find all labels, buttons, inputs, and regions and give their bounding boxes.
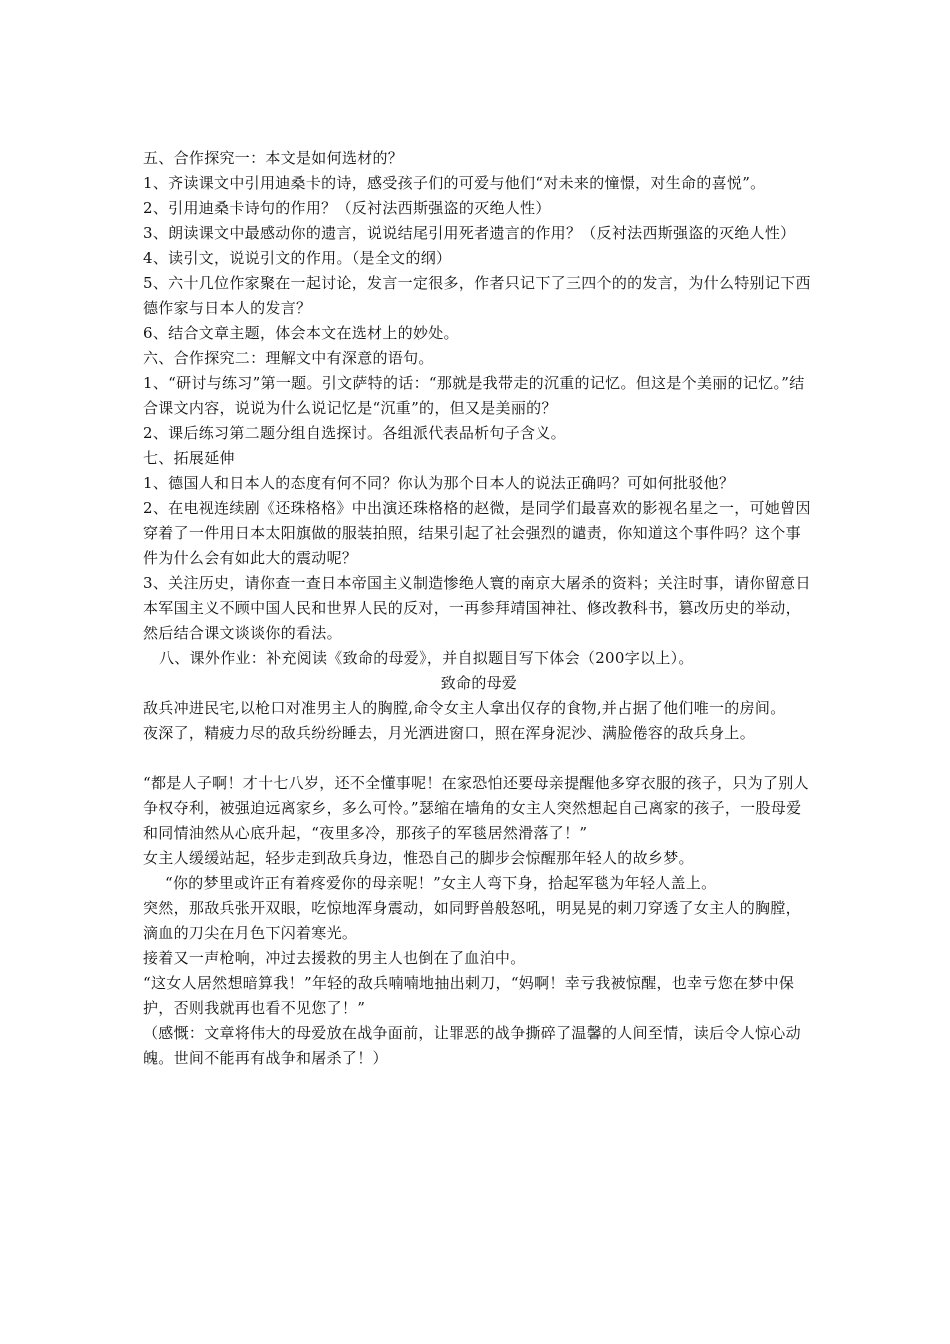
story-paragraph-6: 突然，那敌兵张开双眼，吃惊地浑身震动，如同野兽般怒吼，明晃晃的刺刀穿透了女主人的胸膛，滴血的刀尖在月色下闪着寒光。	[143, 899, 801, 942]
section-5-item-5: 5、六十几位作家聚在一起讨论，发言一定很多，作者只记下了三四个的的发言，为什么特别记下西德作家与日本人的发言？	[143, 274, 811, 317]
story-paragraph-4: 女主人缓缓站起，轻步走到敌兵身边，惟恐自己的脚步会惊醒那年轻人的故乡梦。	[143, 849, 694, 867]
story-paragraph-5: “你的梦里或许正有着疼爱你的母亲呢！”女主人弯下身，拾起军毯为年轻人盖上。	[165, 874, 717, 892]
paragraph-gap	[143, 746, 815, 771]
story-paragraph-3: “都是人子啊！才十七八岁，还不全懂事呢！在家恐怕还要母亲提醒他多穿衣服的孩子，只为了别人争权夺利，被强迫远离家乡，多么可怜。”瑟缩在墙角的女主人突然想起自己离家的孩子，一股母爱和同情油然从心底升起，“夜里多冷，那孩子的军毯居然滑落了！”	[143, 774, 809, 842]
story-paragraph-7: 接着又一声枪响，冲过去援救的男主人也倒在了血泊中。	[143, 949, 526, 967]
section-6-heading: 六、合作探究二：理解文中有深意的语句。	[143, 349, 434, 367]
story-paragraph-2: 夜深了，精疲力尽的敌兵纷纷睡去，月光洒进窗口，照在浑身泥沙、满脸倦容的敌兵身上。	[143, 724, 756, 742]
section-5-item-4: 4、读引文，说说引文的作用。（是全文的纲）	[143, 249, 452, 267]
section-5-item-1: 1、齐读课文中引用迪桑卡的诗，感受孩子们的可爱与他们“对未来的憧憬，对生命的喜悦”。	[143, 174, 766, 192]
section-7-item-1: 1、德国人和日本人的态度有何不同？你认为那个日本人的说法正确吗？可如何批驳他？	[143, 474, 735, 492]
section-6-item-2: 2、课后练习第二题分组自选探讨。各组派代表品析句子含义。	[143, 424, 566, 442]
section-5-heading: 五、合作探究一：本文是如何选材的？	[143, 149, 404, 167]
section-5-item-6: 6、结合文章主题，体会本文在选材上的妙处。	[143, 324, 459, 342]
document-body	[143, 146, 815, 1071]
story-paragraph-1: 敌兵冲进民宅,以枪口对准男主人的胸膛,命令女主人拿出仅存的食物,并占据了他们唯一的房间。	[143, 699, 786, 717]
section-8-heading: 八、课外作业：补充阅读《致命的母爱》，并自拟题目写下体会（200字以上）。	[159, 649, 694, 667]
section-7-heading: 七、拓展延伸	[143, 449, 235, 467]
story-paragraph-8: “这女人居然想暗算我！”年轻的敌兵喃喃地抽出刺刀，“妈啊！幸亏我被惊醒，也幸亏您在梦中保护，否则我就再也看不见您了！”	[143, 974, 795, 1017]
section-5-item-3: 3、朗读课文中最感动你的遗言，说说结尾引用死者遗言的作用？（反衬法西斯强盗的灭绝人性）	[143, 224, 796, 242]
section-7-item-3: 3、关注历史，请你查一查日本帝国主义制造惨绝人寰的南京大屠杀的资料；关注时事，请你留意日本军国主义不顾中国人民和世界人民的反对，一再参拜靖国神社、修改教科书，篡改历史的举动，然后结合课文谈谈你的看法。	[143, 574, 811, 642]
section-7-item-2: 2、在电视连续剧《还珠格格》中出演还珠格格的赵微，是同学们最喜欢的影视名星之一，可她曾因穿着了一件用日本太阳旗做的服装拍照，结果引起了社会强烈的谴责，你知道这个事件吗？这个事件为什么会有如此大的震动呢？	[143, 499, 811, 567]
section-5-item-2: 2、引用迪桑卡诗句的作用？（反衬法西斯强盗的灭绝人性）	[143, 199, 551, 217]
story-reflection: （感慨：文章将伟大的母爱放在战争面前，让罪恶的战争撕碎了温馨的人间至情，读后令人惊心动魄。世间不能再有战争和屠杀了！）	[143, 1024, 801, 1067]
section-6-item-1: 1、“研讨与练习”第一题。引文萨特的话：“那就是我带走的沉重的记忆。但这是个美丽的记忆。”结合课文内容，说说为什么说记忆是“沉重”的，但又是美丽的？	[143, 374, 805, 417]
story-title: 致命的母爱	[440, 674, 518, 692]
